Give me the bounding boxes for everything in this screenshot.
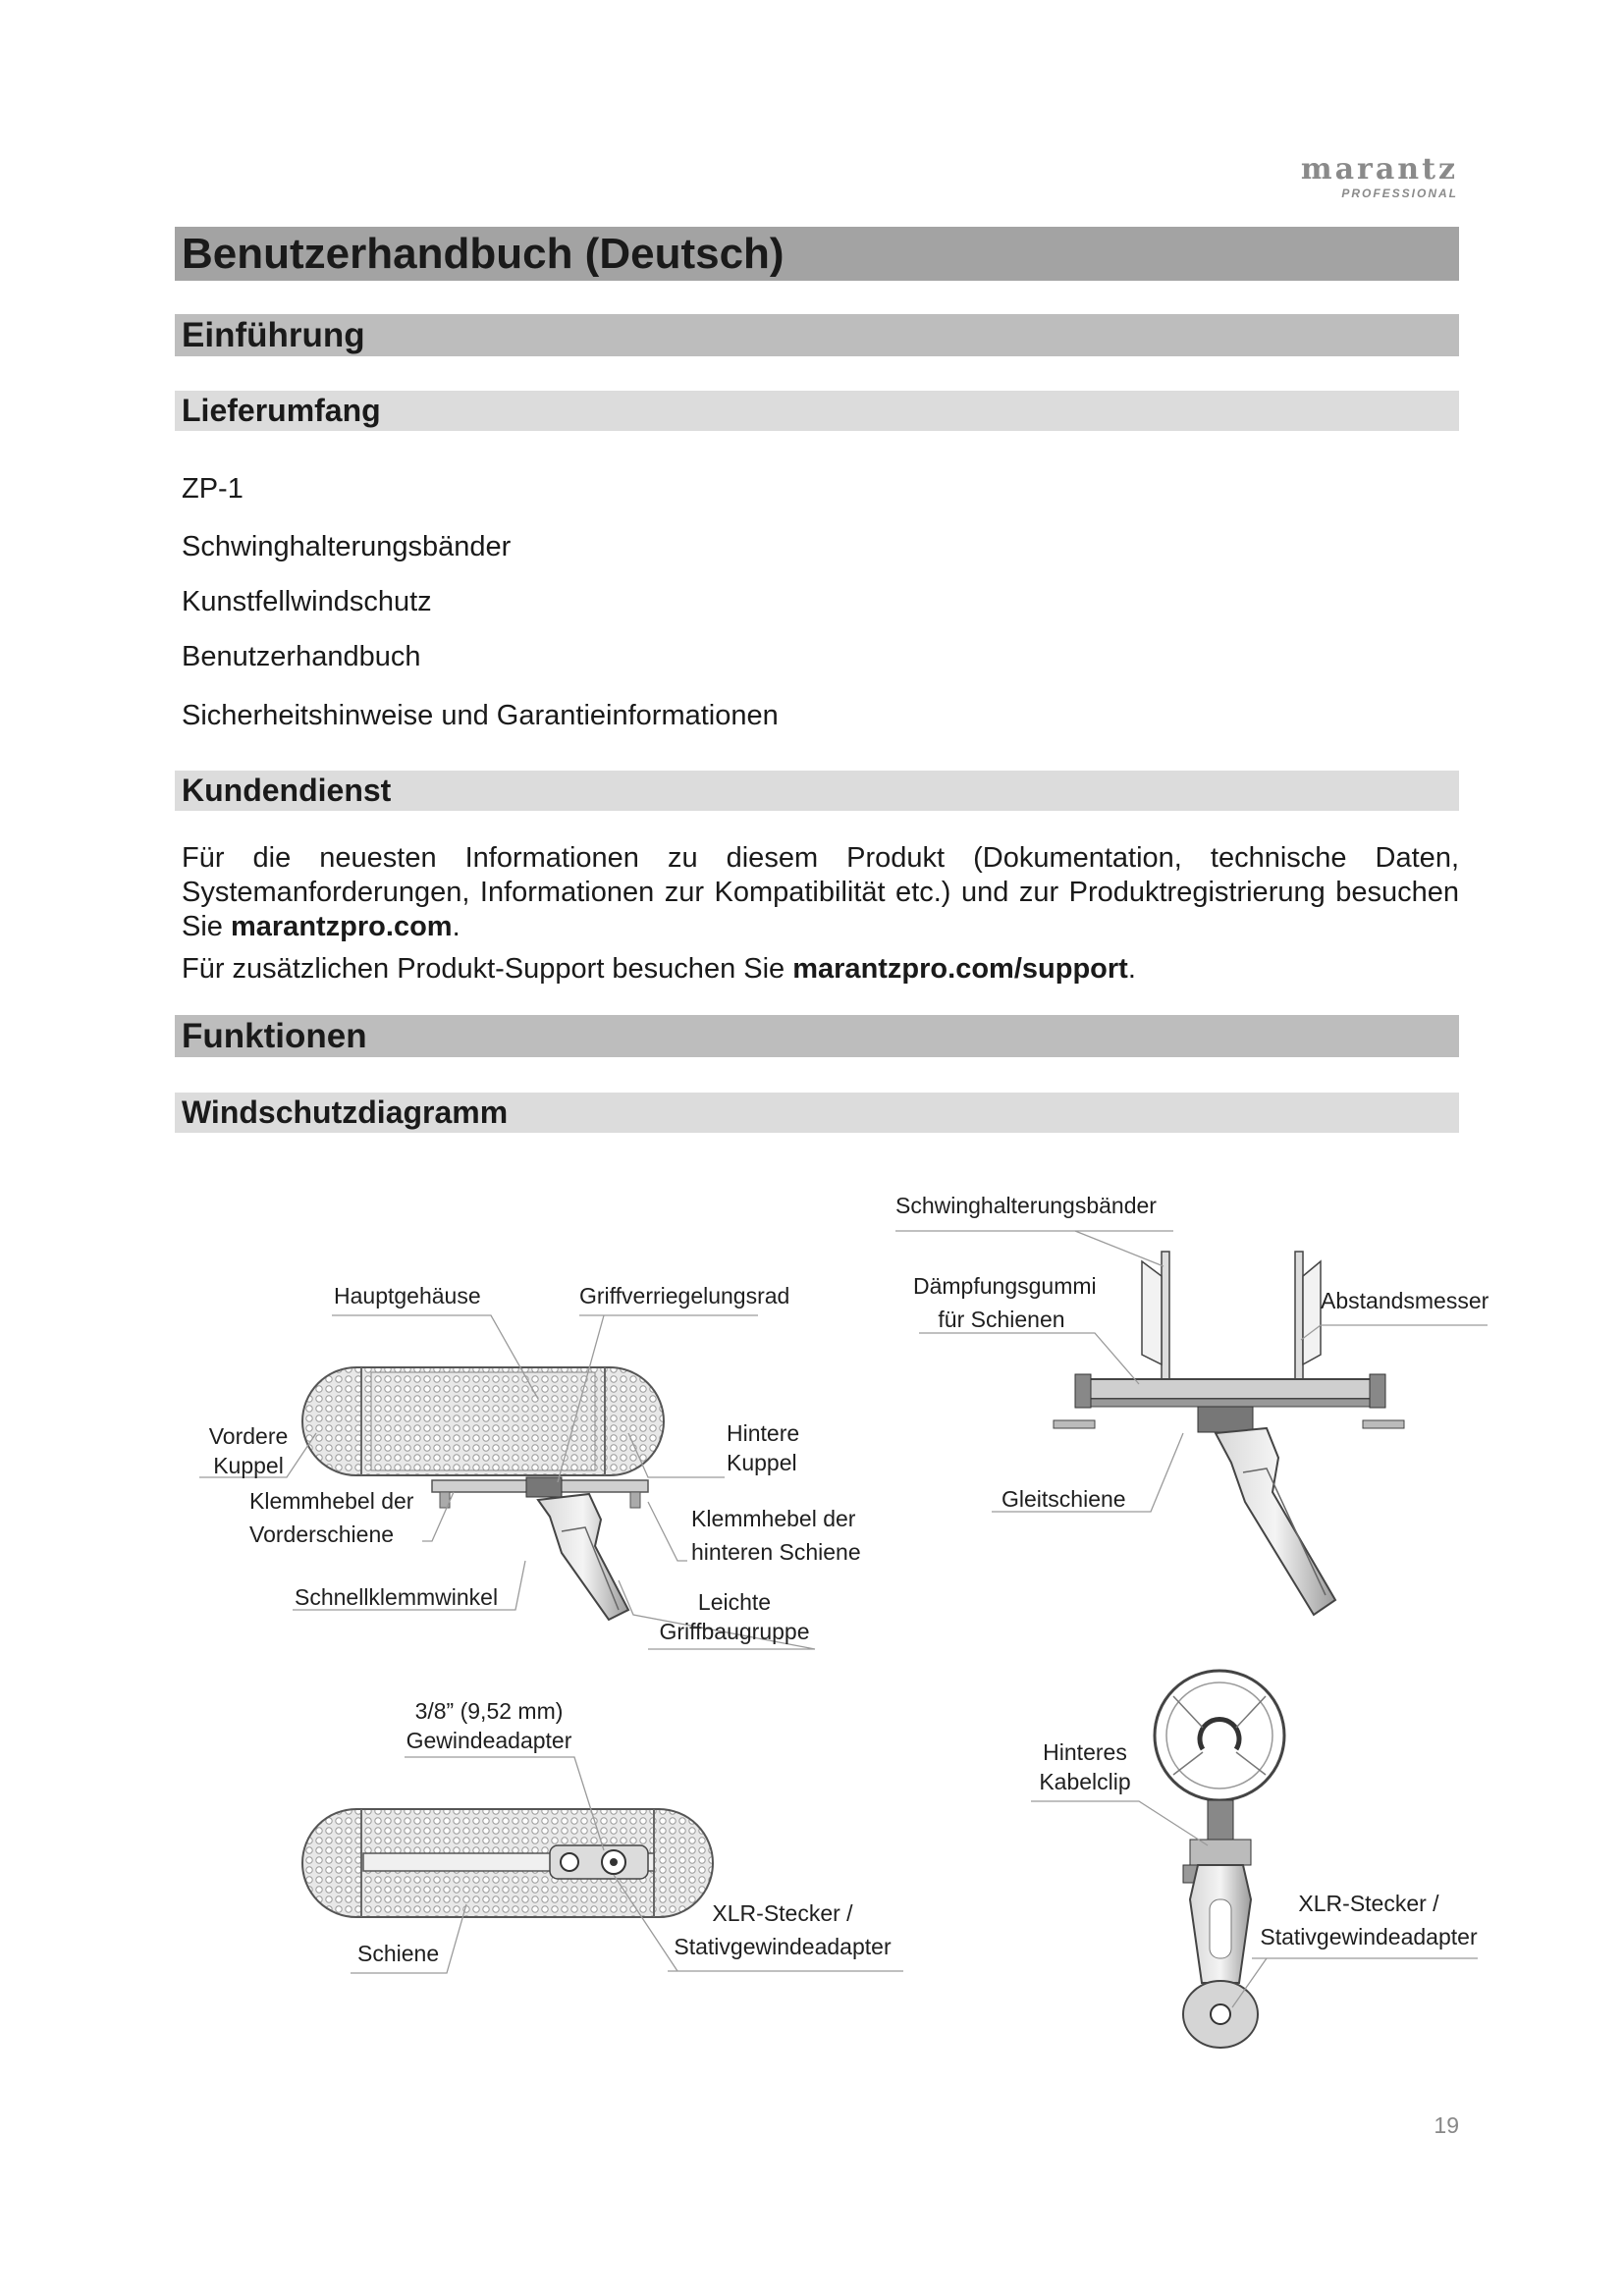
logo-sub-text: PROFESSIONAL — [1341, 187, 1458, 200]
label-suspension-bands: Schwinghalterungsbänder — [895, 1193, 1157, 1218]
label-xlr-connector-1 — [668, 1896, 897, 1963]
logo-brand-text: marantz — [1300, 152, 1458, 187]
label-rear-dome — [727, 1418, 799, 1477]
label-xlr-connector-2-line1: XLR-Stecker / — [1298, 1891, 1439, 1916]
label-rear-cable-clip — [1034, 1737, 1136, 1796]
label-front-rail-lever-line1: Klemmhebel der — [249, 1488, 414, 1514]
label-front-dome-line1: Vordere — [208, 1423, 289, 1449]
page-number: 19 — [1434, 2112, 1459, 2138]
label-rail: Schiene — [357, 1941, 440, 1966]
label-light-grip — [650, 1587, 819, 1646]
label-front-rail-lever-line2: Vorderschiene — [249, 1522, 395, 1547]
label-rear-dome-line2: Kuppel — [727, 1450, 797, 1475]
label-light-grip-line1: Leichte — [697, 1589, 772, 1615]
label-rear-cable-clip-line2: Kabelclip — [1039, 1769, 1131, 1794]
section-heading-contents: Lieferumfang — [175, 391, 1459, 431]
section-heading-features: Funktionen — [175, 1015, 1459, 1057]
label-rear-rail-lever-line1: Klemmhebel der — [691, 1506, 856, 1531]
label-rear-rail-lever-line2: hinteren Schiene — [691, 1539, 861, 1565]
list-item: ZP-1 — [182, 473, 244, 505]
label-rear-cable-clip-line1: Hinteres — [1043, 1739, 1127, 1765]
list-item: Kunstfellwindschutz — [182, 586, 432, 617]
support-text: Für zusätzlichen Produkt-Support besuchen Sie — [182, 953, 793, 985]
label-xlr-connector-1-line1: XLR-Stecker / — [712, 1900, 853, 1926]
label-quick-clamp: Schnellklemmwinkel — [295, 1584, 499, 1610]
section-heading-service: Kundendienst — [175, 771, 1459, 811]
website-link[interactable]: marantzpro.com — [230, 911, 453, 942]
label-thread-adapter-line1: 3/8” (9,52 mm) — [414, 1698, 564, 1724]
label-front-dome — [199, 1421, 298, 1480]
service-text-end: . — [452, 911, 460, 942]
support-text-end: . — [1127, 953, 1136, 985]
label-distance-gauge: Abstandsmesser — [1321, 1288, 1489, 1313]
label-xlr-connector-2-line2: Stativgewindeadapter — [1260, 1924, 1478, 1949]
label-light-grip-line2: Griffbaugruppe — [659, 1619, 810, 1644]
label-thread-adapter — [393, 1696, 585, 1755]
list-item: Schwinghalterungsbänder — [182, 531, 512, 562]
label-front-rail-lever — [249, 1484, 413, 1551]
label-thread-adapter-line2: Gewindeadapter — [406, 1728, 572, 1753]
label-front-dome-line2: Kuppel — [213, 1453, 284, 1478]
label-damping-rubber-line1: Dämpfungsgummi — [913, 1273, 1097, 1299]
windscreen-bottom-view — [302, 1809, 713, 1917]
label-rear-dome-line1: Hintere — [727, 1420, 800, 1446]
service-text: Für die neuesten Informationen zu diesem Produkt (Dokumentation, technische Daten, Systemanforderungen, Informationen zur Kompatibilität etc.) und zur Produktregistrierung besuchen Sie — [182, 842, 1459, 942]
support-link[interactable]: marantzpro.com/support — [792, 953, 1128, 985]
page-title: Benutzerhandbuch (Deutsch) — [175, 227, 1459, 281]
label-rear-rail-lever — [691, 1502, 861, 1569]
label-slide-rail: Gleitschiene — [1001, 1486, 1126, 1512]
label-damping-rubber-line2: für Schienen — [938, 1307, 1065, 1332]
shock-mount-front-view — [1155, 1671, 1284, 2048]
label-xlr-connector-1-line2: Stativgewindeadapter — [674, 1934, 892, 1959]
label-damping-rubber — [913, 1269, 1097, 1336]
section-heading-intro: Einführung — [175, 314, 1459, 356]
label-main-housing: Hauptgehäuse — [334, 1283, 481, 1308]
list-item: Benutzerhandbuch — [182, 641, 421, 672]
label-xlr-connector-2 — [1254, 1887, 1484, 1953]
section-heading-diagram: Windschutzdiagramm — [175, 1093, 1459, 1133]
label-grip-lock-wheel: Griffverriegelungsrad — [579, 1283, 790, 1308]
list-item: Sicherheitshinweise und Garantieinformationen — [182, 700, 779, 731]
